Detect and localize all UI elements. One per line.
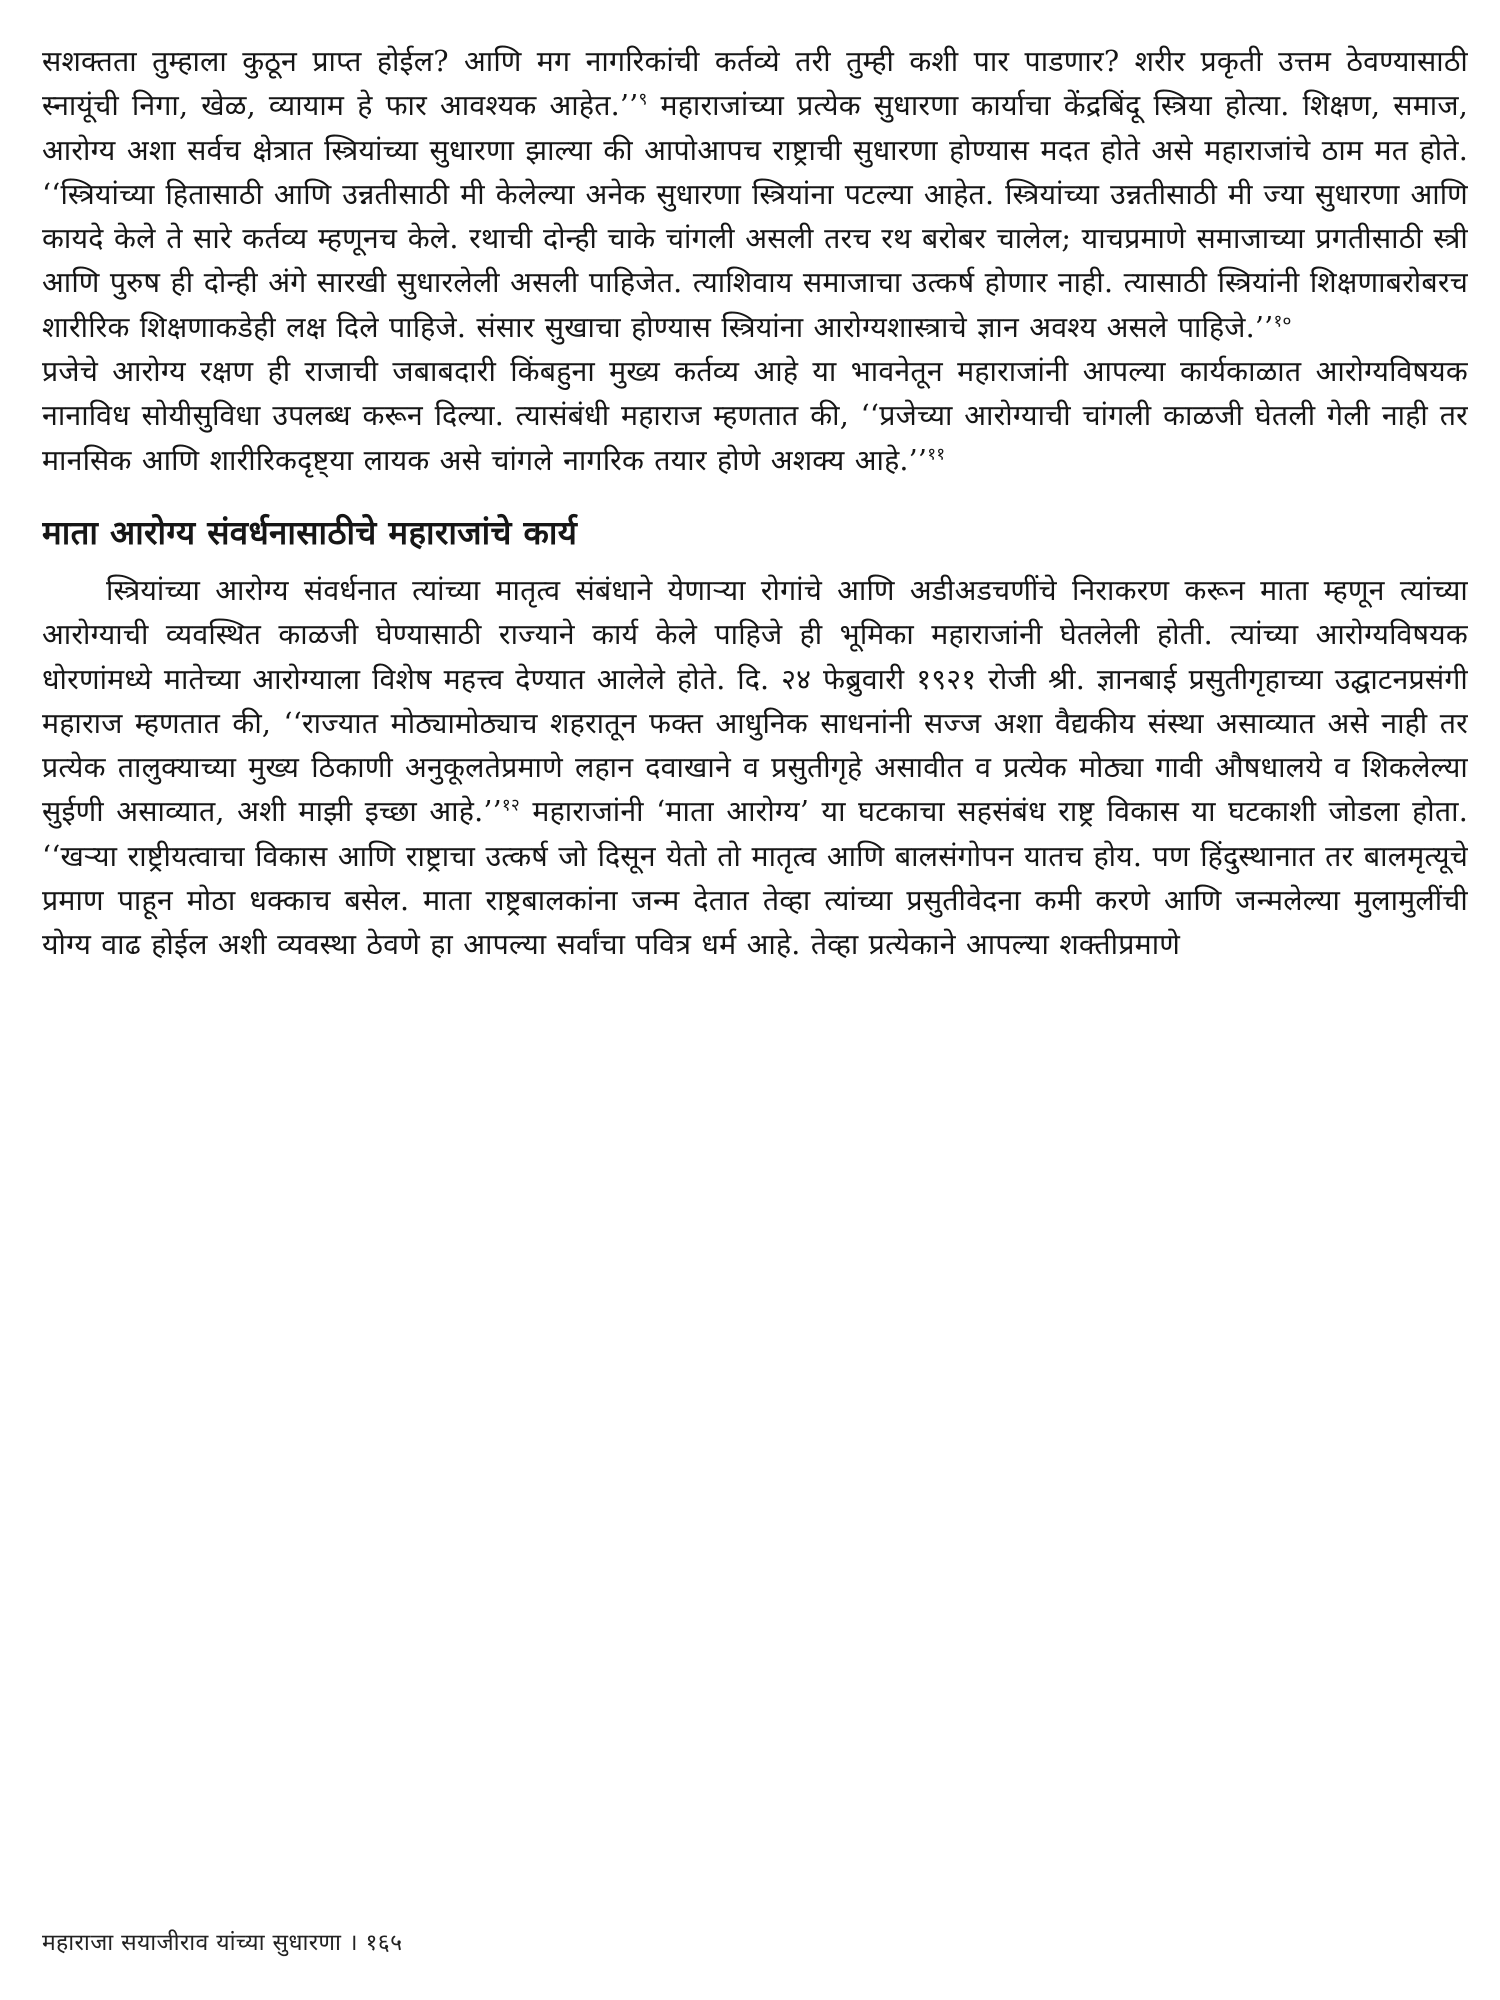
footnote-marker-12: १२	[501, 795, 520, 816]
paragraph-3-text-b: महाराजांनी ‘माता आरोग्य’ या घटकाचा सहसंबंध राष्ट्र विकास या घटकाशी जोडला होता. ‘‘खऱ्या राष्ट्रीयत्वाचा विकास आणि राष्ट्राचा उत्कर्ष जो दिसून येतो तो मातृत्व आणि बालसंगोपन यातच होय. पण हिंदुस्थानात तर बालमृत्यूचे प्रमाण पाहून मोठा धक्काच बसेल. माता राष्ट्रबालकांना जन्म देतात तेव्हा त्यांच्या प्रसुतीवेदना कमी करणे आणि जन्मलेल्या मुलामुलींची योग्य वाढ होईल अशी व्यवस्था ठेवणे हा आपल्या सर्वांचा पवित्र धर्म आहे. तेव्हा प्रत्येकाने आपल्या शक्तीप्रमाणे	[42, 795, 1468, 962]
footnote-marker-11: ११	[927, 444, 946, 465]
page-body	[42, 40, 1468, 1960]
paragraph-1-text-a: सशक्तता तुम्हाला कुठून प्राप्त होईल? आणि मग नागरिकांची कर्तव्ये तरी तुम्ही कशी पार पाडणार? शरीर प्रकृती उत्तम ठेवण्यासाठी स्नायूंची निगा, खेळ, व्यायाम हे फार आवश्यक आहेत.’’	[42, 45, 1468, 123]
page-footer: महाराजा सयाजीराव यांच्या सुधारणा । १६५	[42, 1930, 403, 1956]
paragraph-3-text-a: स्त्रियांच्या आरोग्य संवर्धनात त्यांच्या मातृत्व संबंधाने येणाऱ्या रोगांचे आणि अडीअडचणींचे निराकरण करून माता म्हणून त्यांच्या आरोग्याची व्यवस्थित काळजी घेण्यासाठी राज्याने कार्य केले पाहिजे ही भूमिका महाराजांनी घेतलेली होती. त्यांच्या आरोग्यविषयक धोरणांमध्ये मातेच्या आरोग्याला विशेष महत्त्व देण्यात आलेले होते. दि. २४ फेब्रुवारी १९२१ रोजी श्री. ज्ञानबाई प्रसुतीगृहाच्या उद्घाटनप्रसंगी महाराज म्हणतात की, ‘‘राज्यात मोठ्यामोठ्याच शहरातून फक्त आधुनिक साधनांनी सज्ज अशा वैद्यकीय संस्था असाव्यात असे नाही तर प्रत्येक तालुक्याच्या मुख्य ठिकाणी अनुकूलतेप्रमाणे लहान दवाखाने व प्रसुतीगृहे असावीत व प्रत्येक मोठ्या गावी औषधालये व शिकलेल्या सुईणी असाव्यात, अशी माझी इच्छा आहे.’’	[42, 573, 1468, 829]
paragraph-3	[42, 569, 1468, 968]
paragraph-1-text-b: महाराजांच्या प्रत्येक सुधारणा कार्याचा केंद्रबिंदू स्त्रिया होत्या. शिक्षण, समाज, आरोग्य अशा सर्वच क्षेत्रात स्त्रियांच्या सुधारणा झाल्या की आपोआपच राष्ट्राची सुधारणा होण्यास मदत होते असे महाराजांचे ठाम मत होते. ‘‘स्त्रियांच्या हितासाठी आणि उन्नतीसाठी मी केलेल्या अनेक सुधारणा स्त्रियांना पटल्या आहेत. स्त्रियांच्या उन्नतीसाठी मी ज्या सुधारणा आणि कायदे केले ते सारे कर्तव्य म्हणूनच केले. रथाची दोन्ही चाके चांगली असली तरच रथ बरोबर चालेल; याचप्रमाणे समाजाच्या प्रगतीसाठी स्त्री आणि पुरुष ही दोन्ही अंगे सारखी सुधारलेली असली पाहिजेत. त्याशिवाय समाजाचा उत्कर्ष होणार नाही. त्यासाठी स्त्रियांनी शिक्षणाबरोबरच शारीरिक शिक्षणाकडेही लक्ष दिले पाहिजे. संसार सुखाचा होण्यास स्त्रियांना आरोग्यशास्त्राचे ज्ञान अवश्य असले पाहिजे.’’	[42, 89, 1468, 344]
paragraph-2-text: प्रजेचे आरोग्य रक्षण ही राजाची जबाबदारी किंबहुना मुख्य कर्तव्य आहे या भावनेतून महाराजांनी आपल्या कार्यकाळात आरोग्यविषयक नानाविध सोयीसुविधा उपलब्ध करून दिल्या. त्यासंबंधी महाराज म्हणतात की, ‘‘प्रजेच्या आरोग्याची चांगली काळजी घेतली गेली नाही तर मानसिक आणि शारीरिकदृष्ट्या लायक असे चांगले नागरिक तयार होणे अशक्य आहे.’’	[42, 355, 1468, 477]
section-heading: माता आरोग्य संवर्धनासाठीचे महाराजांचे कार्य	[42, 512, 578, 552]
paragraph-1	[42, 40, 1468, 350]
footnote-marker-9: ९	[638, 89, 648, 110]
footnote-marker-10: १०	[1273, 311, 1292, 332]
paragraph-2	[42, 350, 1468, 483]
